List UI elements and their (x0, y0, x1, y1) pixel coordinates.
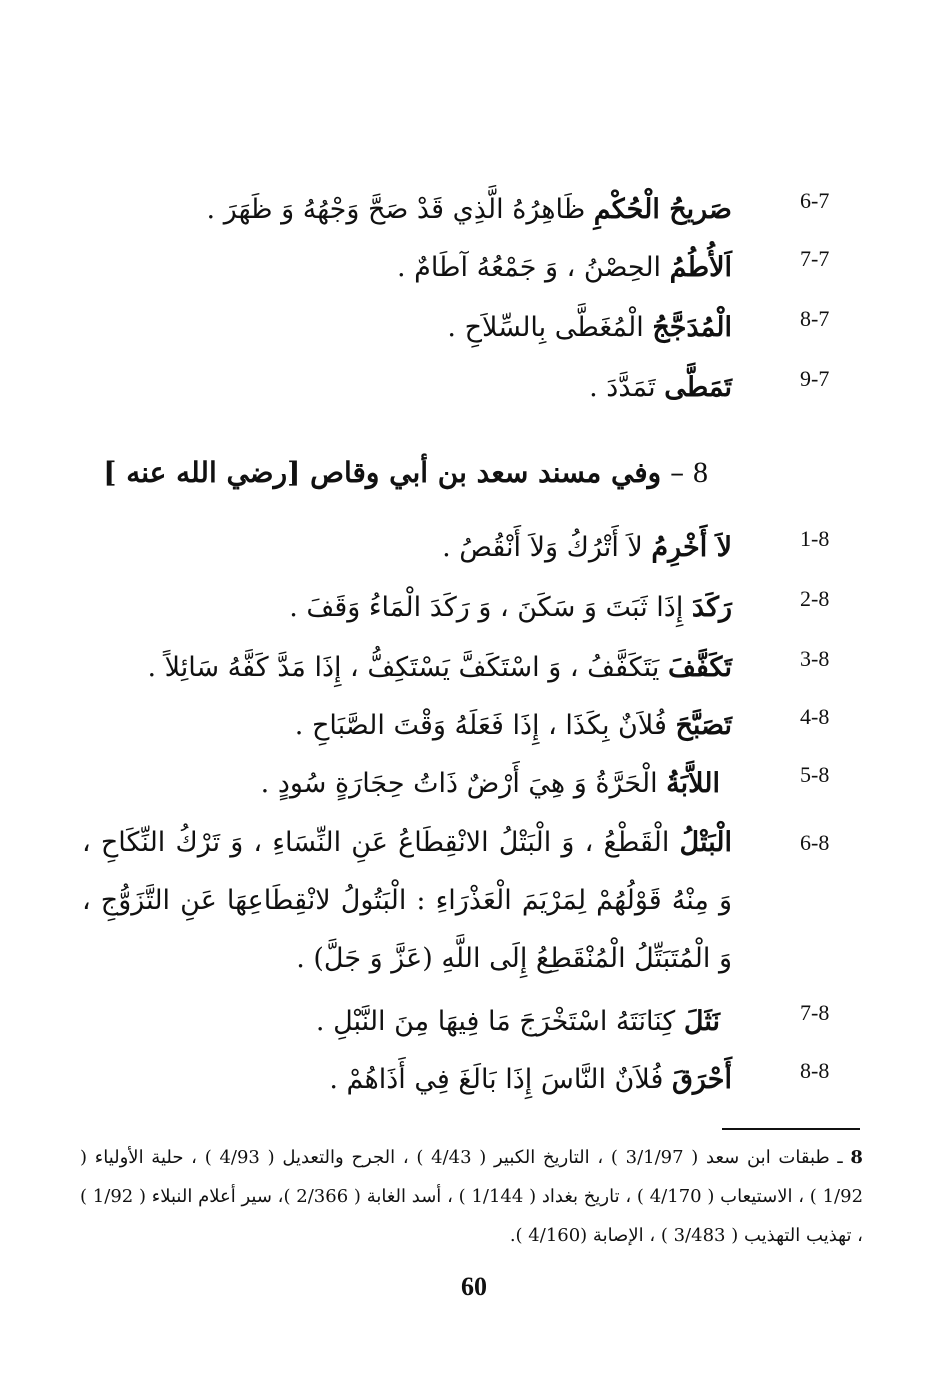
entry-text (447, 300, 732, 356)
footnote-text: ـ طبقات ابن سعد ( 3/1/97 ) ، التاريخ الكبير ( 4/43 ) ، الجرح والتعديل ( 4/93 ) ، حلية الأولياء ( 1/92 ) ، الاستيعاب ( 4/170 ) ، تاريخ بغداد ( 1/144 ) ، أسد الغابة ( 2/366 )، سير أعلام النبلاء ( 1/92 ) ، تهذيب التهذيب ( 3/483 ) ، الإصابة (4/160 ). (80, 1147, 864, 1246)
entry-number: 2-8 (800, 586, 830, 611)
entry-9-7 (0, 360, 948, 416)
entry-number: 1-8 (800, 526, 830, 551)
entry-number: 9-7 (800, 366, 830, 391)
entry-8-7 (0, 300, 948, 356)
entry-number: 3-8 (800, 646, 830, 671)
entry-definition: كِنَانَتَهُ اسْتَخْرَجَ مَا فِيهَا مِنَ النَّبْلِ . (315, 1006, 684, 1037)
entry-6-8 (82, 814, 732, 988)
entry-term: تَصَبَّحَ (675, 710, 732, 741)
entry-definition: الْحَرَّةُ وَ هِيَ أَرْضٌ ذَاتُ حِجَارَةٍ سُودٍ . (260, 768, 667, 799)
entry-8-8 (0, 1052, 948, 1108)
entry-number: 5-8 (800, 762, 830, 787)
entry-1-8 (0, 520, 948, 576)
entry-5-8 (0, 756, 948, 812)
footnote-number: 8 (850, 1147, 863, 1168)
entry-term: صَريحُ الْحُكْمِ (593, 194, 732, 225)
entry-text (147, 640, 732, 696)
entry-definition: الحِصْنُ ، وَ جَمْعُهُ آطَامٌ . (396, 252, 670, 283)
entry-definition: لاَ أَتْرُكُ وَلاَ أَنْقُصُ . (442, 532, 652, 563)
entry-number: 6-7 (800, 188, 830, 213)
entry-term: اللاَّبَةُ (666, 768, 720, 799)
footnote-separator (722, 1128, 860, 1130)
entry-term: تَكَفَّفَ (667, 652, 732, 683)
section-heading: 8 – وفي مسند سعد بن أبي وقاص [رضي الله عنه ] (103, 456, 708, 489)
entry-definition: إِذَا ثَبَتَ وَ سَكَنَ ، وَ رَكَدَ الْمَاءُ وَقَفَ . (289, 592, 692, 623)
entry-7-8 (0, 994, 948, 1050)
entry-6-7 (0, 182, 948, 238)
entry-definition: ظَاهِرُهُ الَّذِي قَدْ صَحَّ وَجْهُهُ وَ ظَهَرَ . (206, 194, 594, 225)
entry-3-8 (0, 640, 948, 696)
entry-text (589, 360, 732, 416)
entry-definition: يَتَكَفَّفُ ، وَ اسْتَكَفَّ يَسْتَكِفُّ ، إِذَا مَدَّ كَفَّهُ سَائِلاً . (147, 652, 668, 683)
entry-number: 6-8 (800, 830, 830, 855)
entry-2-8 (0, 580, 948, 636)
entry-number: 7-7 (800, 246, 830, 271)
entry-term: الْمُدَجَّجُ (652, 312, 732, 343)
entry-text (261, 756, 720, 812)
section-title: وفي مسند سعد بن أبي وقاص [رضي الله عنه ] (103, 456, 662, 489)
entry-term: لاَ أَخْرِمُ (651, 532, 732, 563)
entry-term: نَثَلَ (683, 1006, 720, 1037)
entry-7-7 (0, 240, 948, 296)
entry-number: 8-8 (800, 1058, 830, 1083)
entry-definition: الْمُغَطَّى بِالسِّلاَحِ . (447, 312, 653, 343)
entry-text (442, 520, 732, 576)
entry-term: الْبَتْلُ (679, 827, 732, 858)
entry-definition: فُلاَنٌ بِكَذَا ، إِذَا فَعَلَهُ وَقْتَ الصَّبَاحِ . (294, 710, 676, 741)
page-number: 60 (461, 1272, 487, 1301)
entry-4-8 (0, 698, 948, 754)
entry-term: تَمَطَّى (664, 372, 732, 403)
entry-text (316, 994, 720, 1050)
entry-definition: الْقَطْعُ ، وَ الْبَتْلُ الانْقِطَاعُ عَنِ النِّسَاءِ ، وَ تَرْكُ النِّكَاحِ ، وَ مِنْهُ قَوْلُهُمْ لِمَرْيَمَ الْعَذْرَاءِ : الْبَتُولُ لانْقِطَاعِهَا عَنِ التَّزَوُّجِ ، وَ الْمُتَبَتِّلُ الْمُنْقَطِعُ إِلَى اللَّهِ (عَزَّ وَ جَلَّ) . (82, 827, 732, 974)
entry-text (289, 580, 732, 636)
footnote (80, 1138, 863, 1255)
section-number: 8 (693, 456, 708, 489)
entry-definition: فُلاَنٌ النَّاسَ إِذَا بَالَغَ فِي أَذَاهُمْ . (329, 1064, 672, 1095)
entry-number: 7-8 (800, 1000, 830, 1025)
entry-text (329, 1052, 732, 1108)
entry-number: 8-7 (800, 306, 830, 331)
entry-definition: تَمَدَّدَ . (589, 372, 665, 403)
entry-text (397, 240, 732, 296)
entry-number: 4-8 (800, 704, 830, 729)
entry-term: رَكَدَ (691, 592, 732, 623)
entry-term: أَحْرَقَ (671, 1064, 732, 1095)
entry-text (295, 698, 732, 754)
entry-text (207, 182, 732, 238)
entry-term: اَلأُطُمُ (669, 252, 732, 283)
